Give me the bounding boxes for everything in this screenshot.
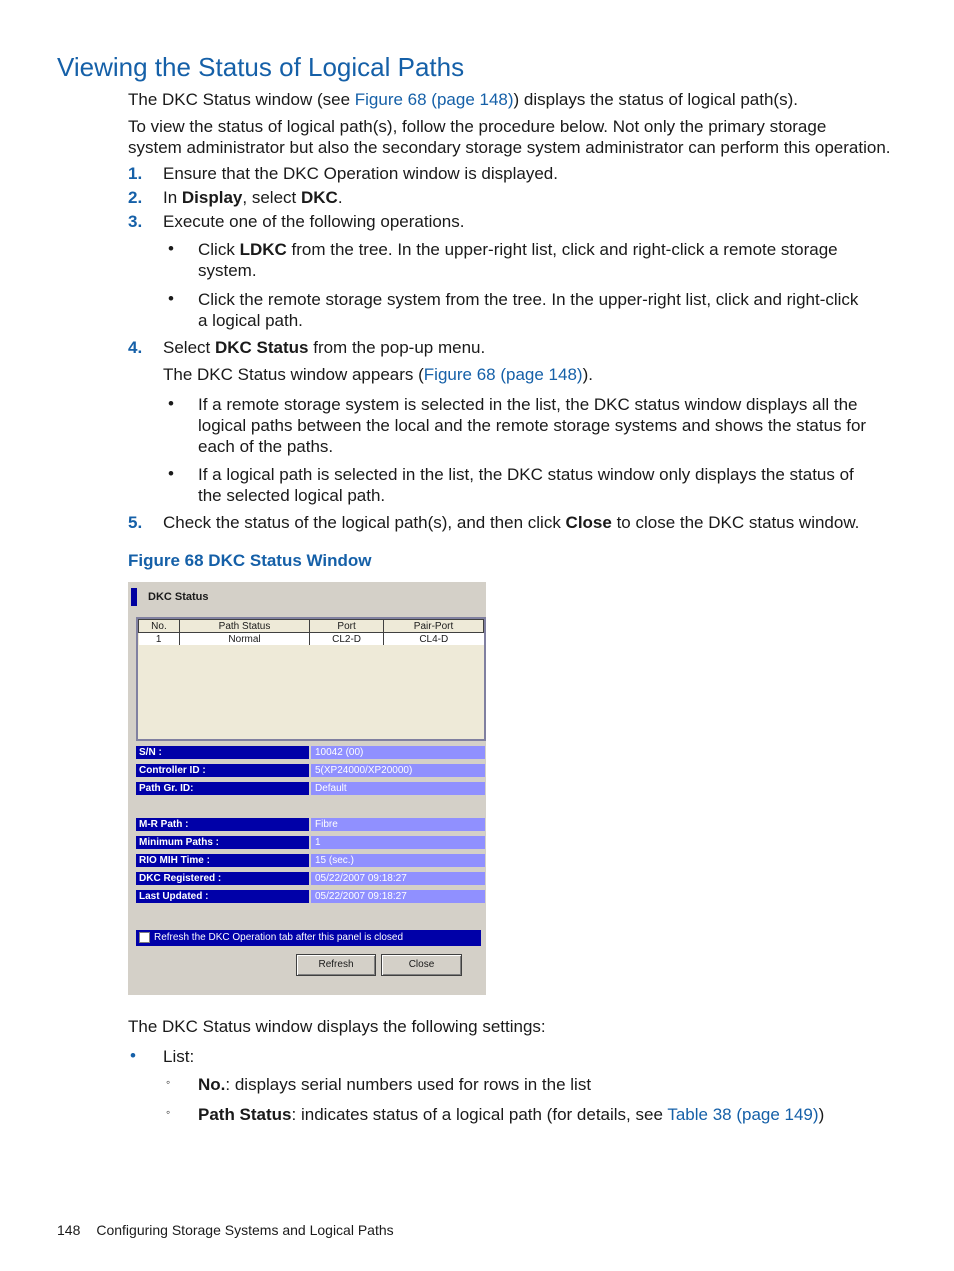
sub-bullet-icon: ◦ xyxy=(166,1105,171,1119)
column-header-no[interactable]: No. xyxy=(139,620,180,633)
procedure-line-2: system administrator but also the secondary storage system administrator can perform this operation. xyxy=(128,138,891,157)
refresh-checkbox-row[interactable] xyxy=(136,930,481,946)
column-header-port[interactable]: Port xyxy=(310,620,384,633)
chapter-title: Configuring Storage Systems and Logical Paths xyxy=(96,1222,394,1238)
step4-bullet: If a remote storage system is selected in the list, the DKC status window displays all the logical paths between the local and the remote storage systems and shows the status for each of the paths. xyxy=(198,395,867,456)
bullet-icon: • xyxy=(168,239,174,258)
sub-bullet-icon: ◦ xyxy=(166,1075,171,1089)
intro-paragraph xyxy=(128,89,798,110)
bullet-icon: • xyxy=(168,394,174,413)
step-text: In Display, select DKC. xyxy=(163,188,343,207)
step-number: 4. xyxy=(128,338,143,357)
figure-link[interactable]: Figure 68 (page 148) xyxy=(423,365,583,384)
step-number: 1. xyxy=(128,164,143,183)
field-label-rio-mih-time: RIO MIH Time : xyxy=(136,854,309,867)
settings-intro: The DKC Status window displays the following settings: xyxy=(128,1017,546,1036)
refresh-checkbox-label: Refresh the DKC Operation tab after this panel is closed xyxy=(154,932,404,943)
bullet-icon: • xyxy=(168,464,174,483)
column-header-pair-port[interactable]: Pair-Port xyxy=(384,620,484,633)
table-link[interactable]: Table 38 (page 149) xyxy=(667,1105,819,1124)
procedure-paragraph xyxy=(128,116,891,158)
step4-result: The DKC Status window appears (Figure 68 (page 148)). xyxy=(163,365,593,384)
step-number: 2. xyxy=(128,188,143,207)
field-value-sn: 10042 (00) xyxy=(311,746,485,759)
step-text: Execute one of the following operations. xyxy=(163,212,465,231)
field-label-path-gr-id: Path Gr. ID: xyxy=(136,782,309,795)
list-item: Path Status: indicates status of a logical path (for details, see Table 38 (page 149)) xyxy=(198,1105,825,1124)
field-label-minimum-paths: Minimum Paths : xyxy=(136,836,309,849)
page-number: 148 xyxy=(57,1222,81,1238)
title-marker xyxy=(131,588,137,606)
step-number: 3. xyxy=(128,212,143,231)
intro-text-end: ) displays the status of logical path(s). xyxy=(513,90,798,109)
refresh-checkbox[interactable] xyxy=(139,932,150,943)
figure-caption: Figure 68 DKC Status Window xyxy=(128,551,372,570)
field-value-dkc-registered: 05/22/2007 09:18:27 xyxy=(311,872,485,885)
table-cell: Normal xyxy=(179,633,309,646)
bullet-icon: • xyxy=(130,1046,136,1065)
table-cell: 1 xyxy=(139,633,180,646)
refresh-button[interactable]: Refresh xyxy=(296,954,376,976)
field-label-controller-id: Controller ID : xyxy=(136,764,309,777)
close-button[interactable]: Close xyxy=(381,954,462,976)
field-label-sn: S/N : xyxy=(136,746,309,759)
step4-bullet: If a logical path is selected in the list, the DKC status window only displays the status of the selected logical path. xyxy=(198,465,854,505)
procedure-line-1: To view the status of logical path(s), follow the procedure below. Not only the primary storage xyxy=(128,117,827,136)
field-value-mr-path: Fibre xyxy=(311,818,485,831)
step-text: Check the status of the logical path(s), and then click Close to close the DKC status window. xyxy=(163,513,860,532)
step-text: Ensure that the DKC Operation window is displayed. xyxy=(163,164,558,183)
figure-link[interactable]: Figure 68 (page 148) xyxy=(354,90,514,109)
field-value-path-gr-id: Default xyxy=(311,782,485,795)
step3-bullet: Click the remote storage system from the tree. In the upper-right list, click and right-click a logical path. xyxy=(198,290,859,330)
bullet-icon: • xyxy=(168,289,174,308)
step-text: Select DKC Status from the pop-up menu. xyxy=(163,338,486,357)
list-item: No.: displays serial numbers used for rows in the list xyxy=(198,1075,592,1094)
dialog-title: DKC Status xyxy=(148,591,209,603)
field-label-last-updated: Last Updated : xyxy=(136,890,309,903)
table-cell: CL2-D xyxy=(310,633,384,646)
field-label-dkc-registered: DKC Registered : xyxy=(136,872,309,885)
dkc-status-dialog xyxy=(128,582,486,995)
intro-text: The DKC Status window (see xyxy=(128,90,355,109)
column-header-path-status[interactable]: Path Status xyxy=(179,620,309,633)
list-label: List: xyxy=(163,1047,195,1066)
step3-bullet: Click LDKC from the tree. In the upper-right list, click and right-click a remote storage system. xyxy=(198,240,838,280)
step-number: 5. xyxy=(128,513,143,532)
field-value-last-updated: 05/22/2007 09:18:27 xyxy=(311,890,485,903)
page-footer xyxy=(57,1222,394,1238)
path-table xyxy=(136,617,486,741)
table-cell: CL4-D xyxy=(384,633,484,646)
field-label-mr-path: M-R Path : xyxy=(136,818,309,831)
table-row[interactable] xyxy=(139,633,484,646)
page-title: Viewing the Status of Logical Paths xyxy=(57,52,465,82)
field-value-minimum-paths: 1 xyxy=(311,836,485,849)
field-value-controller-id: 5(XP24000/XP20000) xyxy=(311,764,485,777)
field-value-rio-mih-time: 15 (sec.) xyxy=(311,854,485,867)
